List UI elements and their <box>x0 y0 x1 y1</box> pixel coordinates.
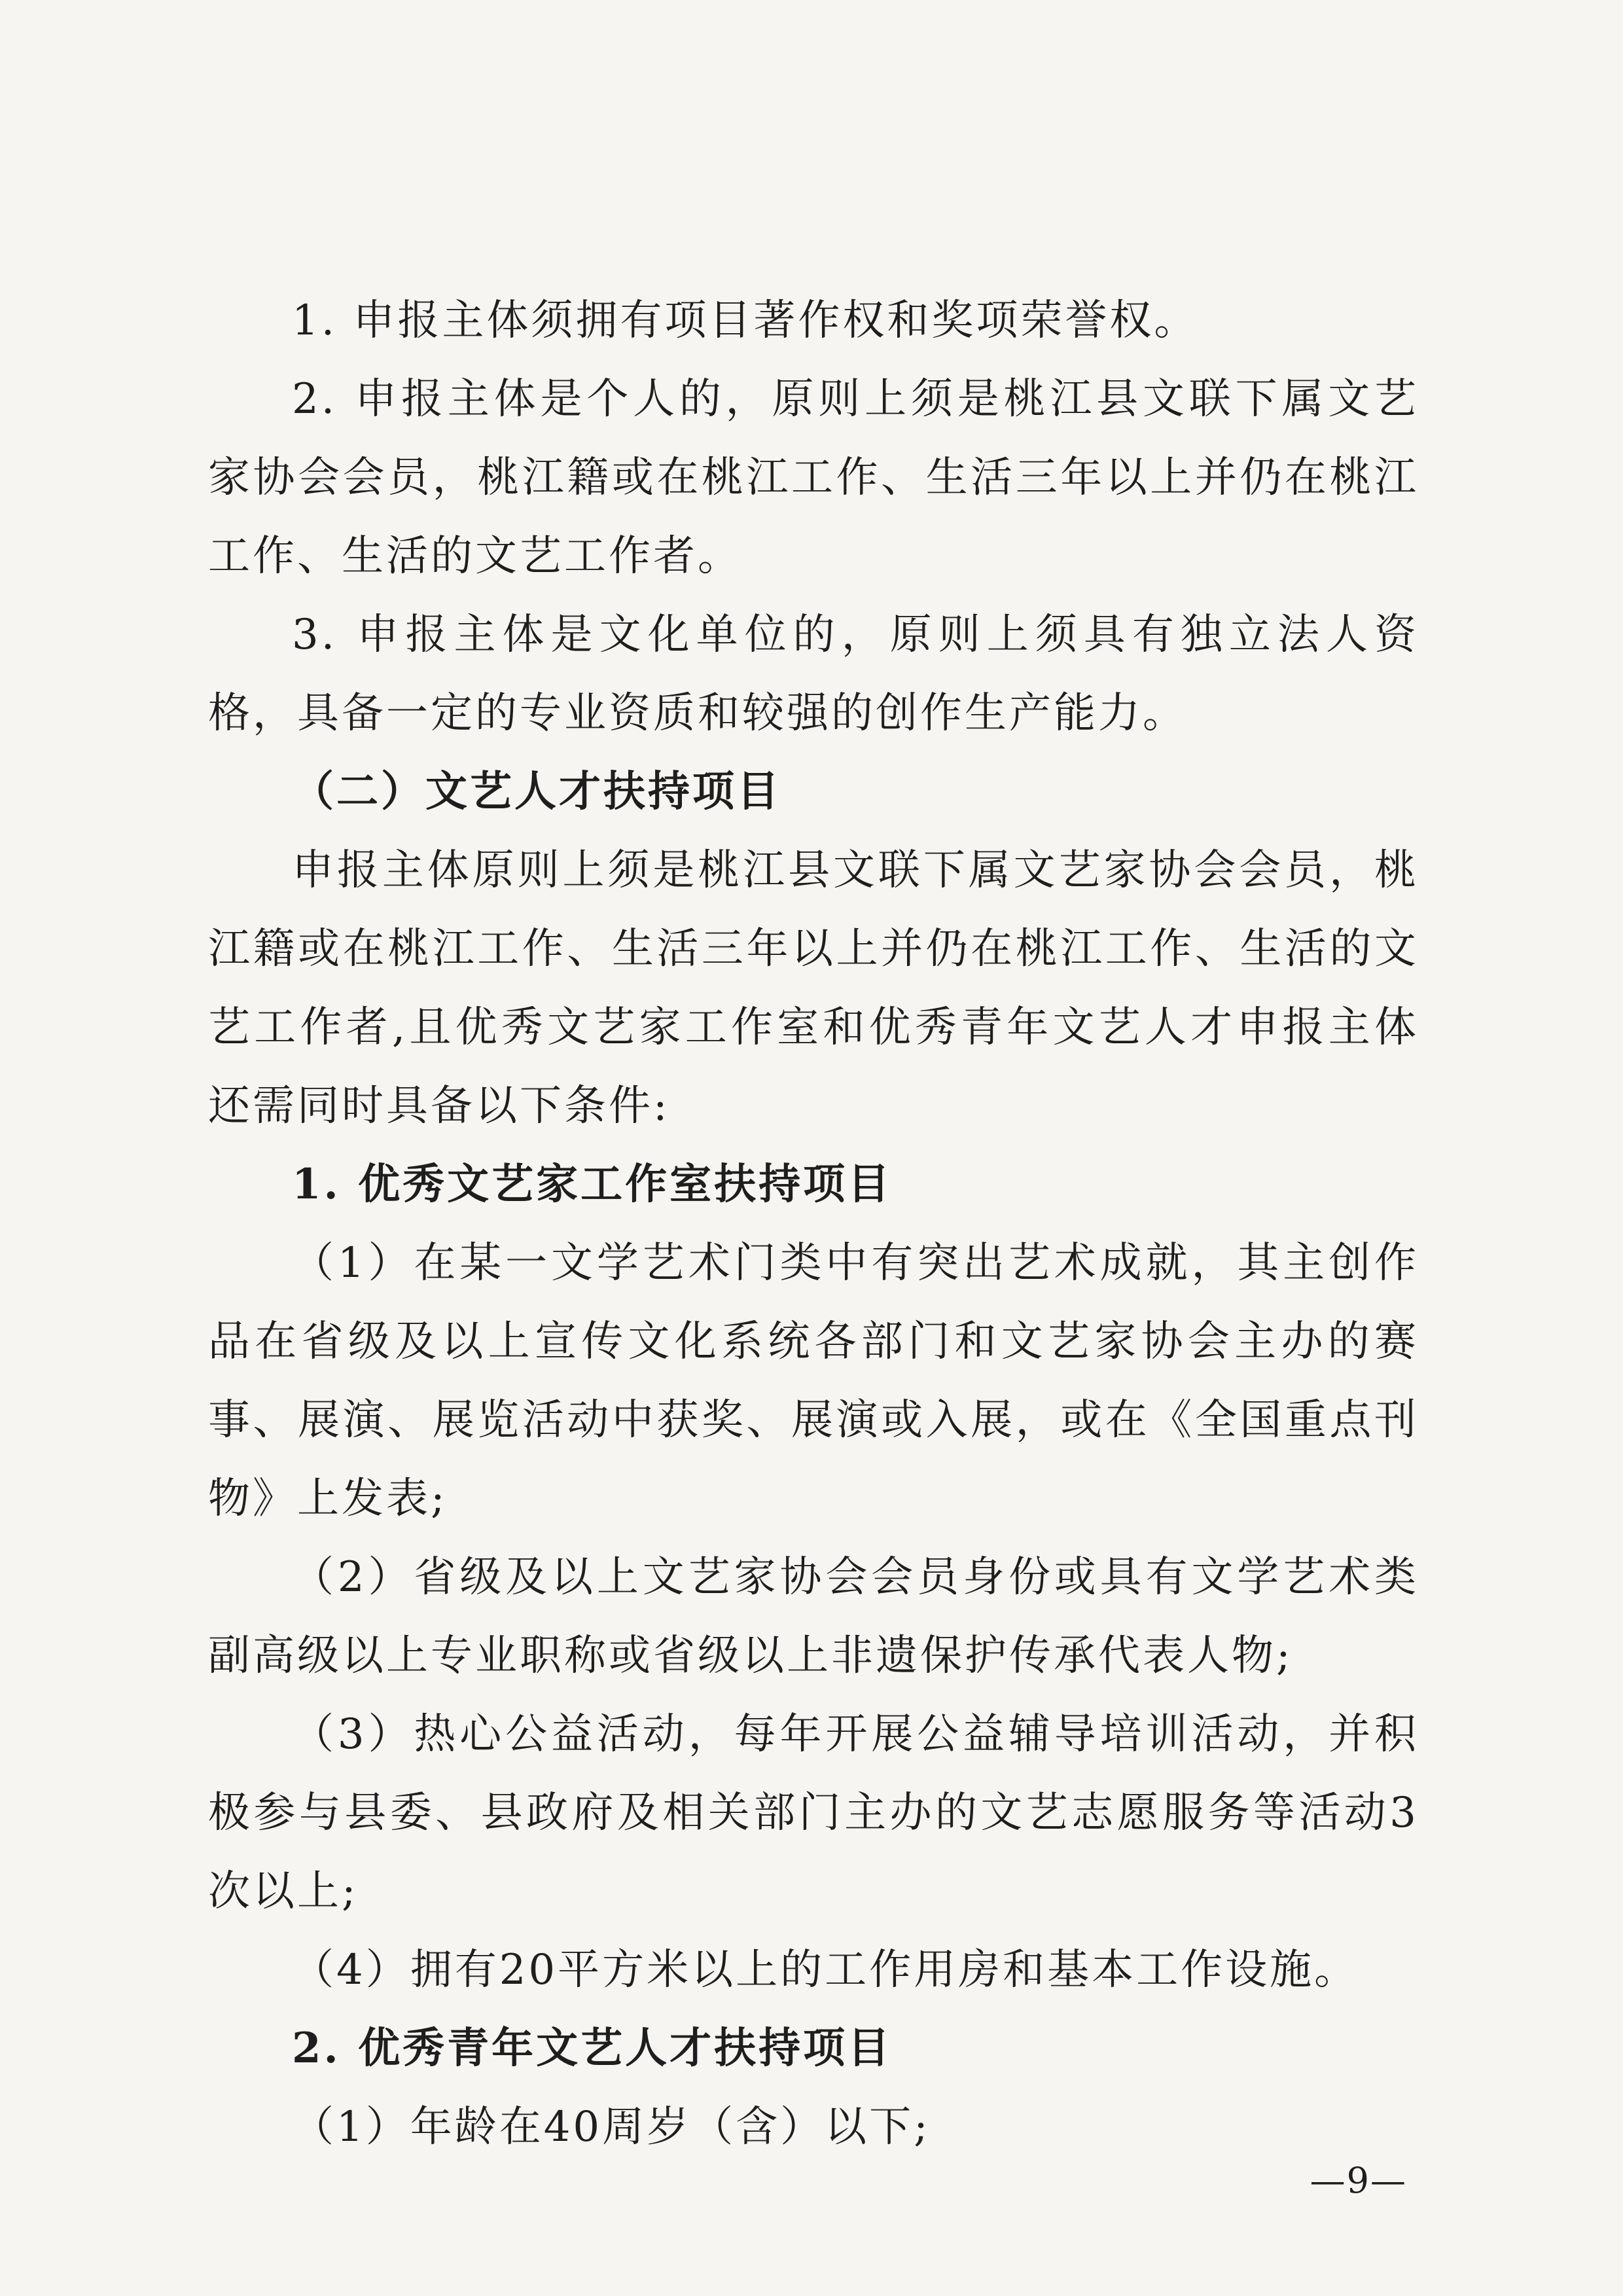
paragraph-studio-condition-4: （4）拥有20平方米以上的工作用房和基本工作设施。 <box>292 1946 1359 1994</box>
paragraph-talent-eligibility: 申报主体原则上须是桃江县文联下属文艺家协会会员，桃江籍或在桃江工作、生活三年以上并仍在桃江工作、生活的文艺工作者,且优秀文艺家工作室和优秀青年文艺人才申报主体还需同时具备以下条件: <box>208 846 1419 1130</box>
subheading-studio-support: 1. 优秀文艺家工作室扶持项目 <box>292 1160 893 1209</box>
document-body <box>208 281 1419 2166</box>
paragraph-item-3-cultural-unit: 3. 申报主体是文化单位的，原则上须具有独立法人资格，具备一定的专业资质和较强的创作生产能力。 <box>208 611 1419 738</box>
paragraph-item-1-copyright: 1. 申报主体须拥有项目著作权和奖项荣誉权。 <box>292 296 1199 345</box>
paragraph-studio-condition-2: （2）省级及以上文艺家协会会员身份或具有文学艺术类副高级以上专业职称或省级以上非遗保护传承代表人物; <box>208 1553 1419 1680</box>
page-number: —9— <box>1310 2160 1407 2201</box>
subheading-youth-talent-support: 2. 优秀青年文艺人才扶持项目 <box>292 2024 893 2073</box>
paragraph-studio-condition-1: （1）在某一文学艺术门类中有突出艺术成就，其主创作品在省级及以上宣传文化系统各部门和文艺家协会主办的赛事、展演、展览活动中获奖、展演或入展，或在《全国重点刊物》上发表; <box>208 1239 1419 1523</box>
section-heading-talent-support: （二）文艺人才扶持项目 <box>292 767 781 816</box>
paragraph-studio-condition-3: （3）热心公益活动，每年开展公益辅导培训活动，并积极参与县委、县政府及相关部门主办的文艺志愿服务等活动3次以上; <box>208 1710 1419 1916</box>
paragraph-youth-condition-1: （1）年龄在40周岁（含）以下; <box>292 2103 931 2151</box>
paragraph-item-2-individual: 2. 申报主体是个人的，原则上须是桃江县文联下属文艺家协会会员，桃江籍或在桃江工作、生活三年以上并仍在桃江工作、生活的文艺工作者。 <box>208 375 1419 581</box>
